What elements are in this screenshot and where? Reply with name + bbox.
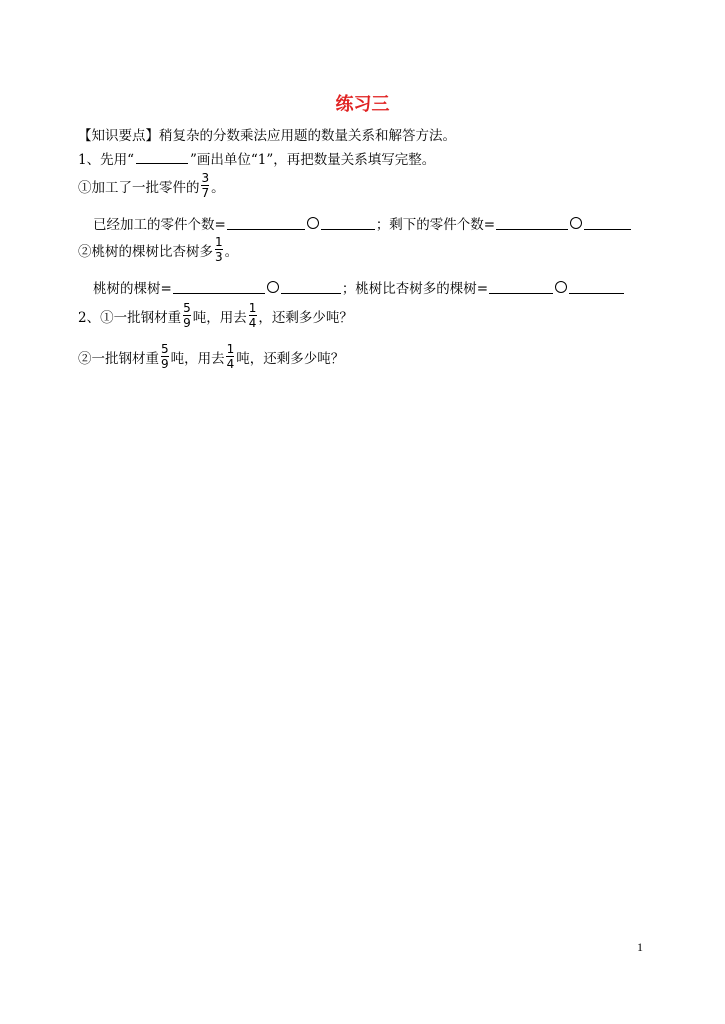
page-number: 1	[637, 940, 643, 954]
fraction-denominator: 4	[248, 316, 257, 330]
item-1-text: ①加工了一批零件的	[78, 179, 200, 196]
q2-item-1-mid: 吨，用去	[192, 309, 247, 326]
answer-blank[interactable]	[173, 280, 265, 294]
q2-item-2-prefix: ②一批钢材重	[78, 350, 159, 367]
q1-suffix: ”画出单位“1”，再把数量关系填写完整。	[190, 152, 436, 168]
q1-prefix: 1、先用“	[78, 152, 134, 168]
fraction-denominator: 7	[201, 186, 210, 200]
item-1-end: 。	[211, 179, 225, 196]
question-1-item-1	[78, 172, 225, 199]
q2-item-1-prefix: 2、①一批钢材重	[78, 309, 182, 326]
peach-tree-label: 桃树的棵树=	[93, 281, 172, 297]
symbol-blank	[136, 153, 188, 164]
fraction-numerator: 1	[226, 342, 235, 356]
fraction-1-4	[248, 302, 258, 329]
fraction-numerator: 5	[183, 301, 191, 315]
fraction-denominator: 3	[215, 250, 223, 264]
question-1-item-1-relation	[93, 213, 632, 233]
answer-blank[interactable]	[281, 280, 341, 294]
question-1-item-2	[78, 236, 238, 263]
q2-item-2-mid: 吨，用去	[170, 350, 225, 367]
question-2-item-2	[78, 343, 344, 370]
answer-blank[interactable]	[584, 216, 631, 230]
answer-blank[interactable]	[227, 216, 305, 230]
q2-item-2-end: 吨，还剩多少吨？	[236, 350, 345, 367]
fraction-numerator: 1	[248, 301, 257, 315]
fraction-numerator: 5	[161, 342, 169, 356]
item-2-text: ②桃树的棵树比杏树多	[78, 243, 213, 260]
fraction-numerator: 1	[215, 235, 223, 249]
answer-blank[interactable]	[489, 280, 553, 294]
knowledge-points: 【知识要点】稍复杂的分数乘法应用题的数量关系和解答方法。	[78, 128, 456, 144]
fraction-1-4	[226, 343, 236, 370]
operator-circle[interactable]	[267, 281, 279, 293]
question-1-instruction	[78, 148, 435, 168]
fraction-denominator: 4	[226, 357, 235, 371]
processed-count-label: 已经加工的零件个数=	[93, 217, 226, 233]
operator-circle[interactable]	[555, 281, 567, 293]
page-title: 练习三	[335, 94, 390, 115]
fraction-numerator: 3	[201, 171, 210, 185]
fraction-denominator: 9	[183, 316, 191, 330]
answer-blank[interactable]	[569, 280, 624, 294]
fraction-1-3	[214, 236, 224, 263]
question-2-item-1	[78, 302, 353, 329]
fraction-3-7	[201, 172, 211, 199]
fraction-5-9	[182, 302, 192, 329]
question-1-item-2-relation	[93, 277, 625, 297]
item-2-end: 。	[224, 243, 239, 260]
peach-more-label: ；桃树比杏树多的棵树=	[341, 281, 489, 297]
answer-blank[interactable]	[321, 216, 375, 230]
answer-blank[interactable]	[496, 216, 568, 230]
fraction-denominator: 9	[161, 357, 169, 371]
q2-item-1-end: ，还剩多少吨？	[258, 309, 353, 326]
remaining-count-label: ；剩下的零件个数=	[375, 217, 496, 233]
operator-circle[interactable]	[570, 217, 582, 229]
fraction-5-9	[160, 343, 170, 370]
operator-circle[interactable]	[307, 217, 319, 229]
